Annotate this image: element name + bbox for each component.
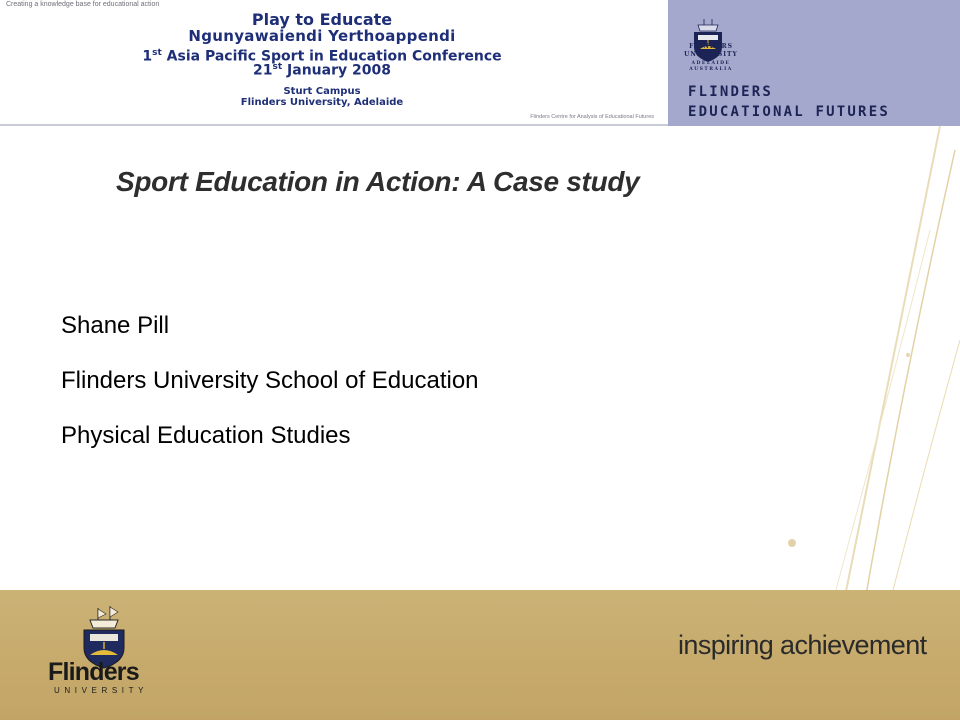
author-block	[61, 312, 479, 477]
crest-label-flinders: FLINDERS	[689, 43, 733, 50]
brand-line-flinders: FLINDERS	[688, 84, 774, 100]
author-name: Shane Pill	[61, 312, 170, 339]
author-department: Physical Education Studies	[61, 422, 351, 449]
footer-tagline: inspiring achievement	[678, 630, 927, 660]
conference-title: Play to Educate	[251, 10, 393, 29]
brand-line-educational-futures: EDUCATIONAL FUTURES	[688, 104, 890, 120]
banner-footnote: Flinders Centre for Analysis of Educational Futures	[530, 114, 654, 120]
banner-tagline: Creating a knowledge base for educational action	[6, 1, 160, 8]
conference-campus: Sturt Campus	[283, 86, 361, 97]
conference-location: Flinders University, Adelaide	[240, 97, 404, 108]
footer-logo-subword: UNIVERSITY	[54, 686, 149, 695]
crest-label-university: UNIVERSITY	[684, 51, 738, 58]
slide-title: Sport Education in Action: A Case study	[116, 166, 640, 197]
conference-date: 21st January 2008	[253, 62, 391, 79]
footer-logo-wordmark: Flinders	[48, 658, 139, 686]
conference-subtitle: Ngunyawaiendi Yerthoappendi	[188, 27, 456, 45]
author-affiliation: Flinders University School of Education	[61, 367, 479, 394]
conference-name: 1st Asia Pacific Sport in Education Conference	[142, 48, 502, 65]
conference-banner	[0, 0, 960, 126]
footer-band	[0, 590, 960, 720]
crest-label-adelaide: ADELAIDE	[691, 61, 731, 66]
educational-futures-panel	[668, 0, 960, 126]
crest-label-australia: AUSTRALIA	[689, 67, 733, 72]
conference-info-panel	[0, 0, 668, 126]
